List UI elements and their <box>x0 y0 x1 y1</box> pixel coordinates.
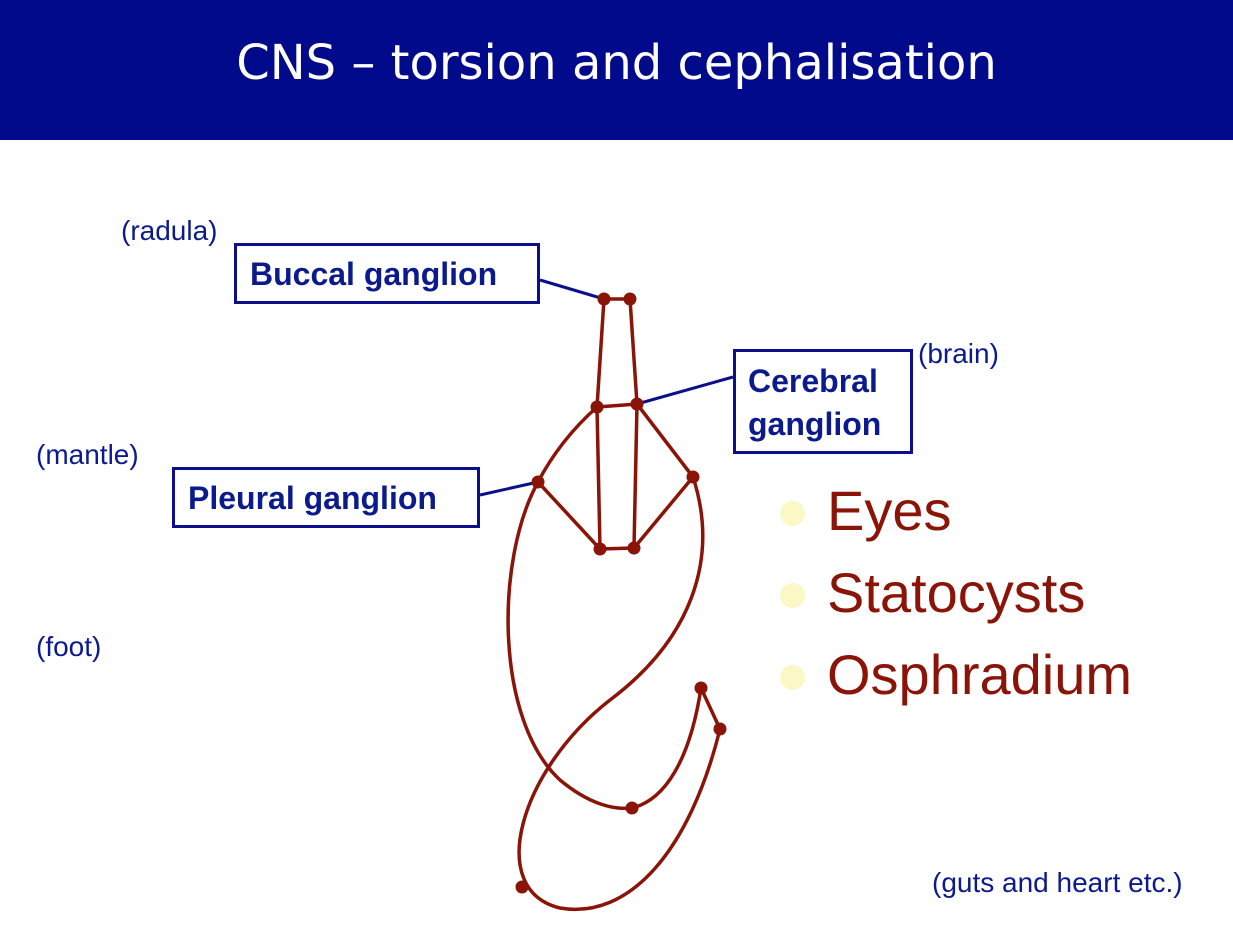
buccal-ganglion-label <box>234 243 540 304</box>
sense-organ-list <box>780 478 1132 724</box>
bullet-osphradium-text: Osphradium <box>827 643 1133 706</box>
ganglion-pleural-left <box>532 476 545 489</box>
cerebro-pleural-right <box>637 404 693 477</box>
ganglion-cerebral-left <box>591 401 604 414</box>
visceral-loop-b <box>519 477 720 909</box>
cerebral-ganglion-label <box>733 349 913 454</box>
ganglion-visceral-1 <box>695 682 708 695</box>
slide-title: CNS – torsion and cephalisation <box>236 35 997 91</box>
visceral-loop-a <box>508 482 701 808</box>
bullet-dot-icon <box>780 665 805 690</box>
pleural-ganglion-text: Pleural ganglion <box>188 480 437 516</box>
ganglion-pleural-right <box>687 471 700 484</box>
cerebral-leader-line <box>637 377 733 404</box>
ganglion-pedal-right <box>628 542 641 555</box>
pedal-connective-left <box>597 407 600 549</box>
guts-note: (guts and heart etc.) <box>932 867 1183 898</box>
bullet-eyes <box>780 478 1132 560</box>
ganglion-cerebral-right <box>631 398 644 411</box>
bullet-statocysts <box>780 560 1132 642</box>
buccal-connective-right <box>630 299 637 404</box>
ganglion-pedal-left <box>594 543 607 556</box>
ganglion-buccal-right <box>624 293 637 306</box>
cerebral-ganglion-text-line2: ganglion <box>748 406 882 442</box>
mantle-note: (mantle) <box>36 439 139 470</box>
ganglion-visceral-2 <box>714 723 727 736</box>
bullet-eyes-text: Eyes <box>827 479 952 542</box>
foot-note: (foot) <box>36 631 102 662</box>
radula-note: (radula) <box>121 215 218 246</box>
cerebro-pleural-left <box>538 407 597 482</box>
bullet-dot-icon <box>780 583 805 608</box>
bullet-osphradium <box>780 642 1132 724</box>
pleural-leader-line <box>480 482 538 495</box>
pleural-ganglion-label <box>172 467 480 528</box>
brain-note: (brain) <box>918 338 999 369</box>
bullet-statocysts-text: Statocysts <box>827 561 1086 624</box>
pleuro-pedal-right <box>634 477 693 548</box>
ganglion-visceral-4 <box>516 881 529 894</box>
pleuro-pedal-left <box>538 482 600 549</box>
buccal-ganglion-text: Buccal ganglion <box>250 256 498 292</box>
buccal-connective-left <box>597 299 604 407</box>
bullet-dot-icon <box>780 501 805 526</box>
ganglion-visceral-3 <box>626 802 639 815</box>
ganglion-buccal-left <box>598 293 611 306</box>
visceral-commissure <box>701 688 720 729</box>
cerebral-ganglion-text-line1: Cerebral <box>748 363 878 399</box>
buccal-leader-line <box>540 280 604 299</box>
pedal-connective-right <box>634 404 637 548</box>
